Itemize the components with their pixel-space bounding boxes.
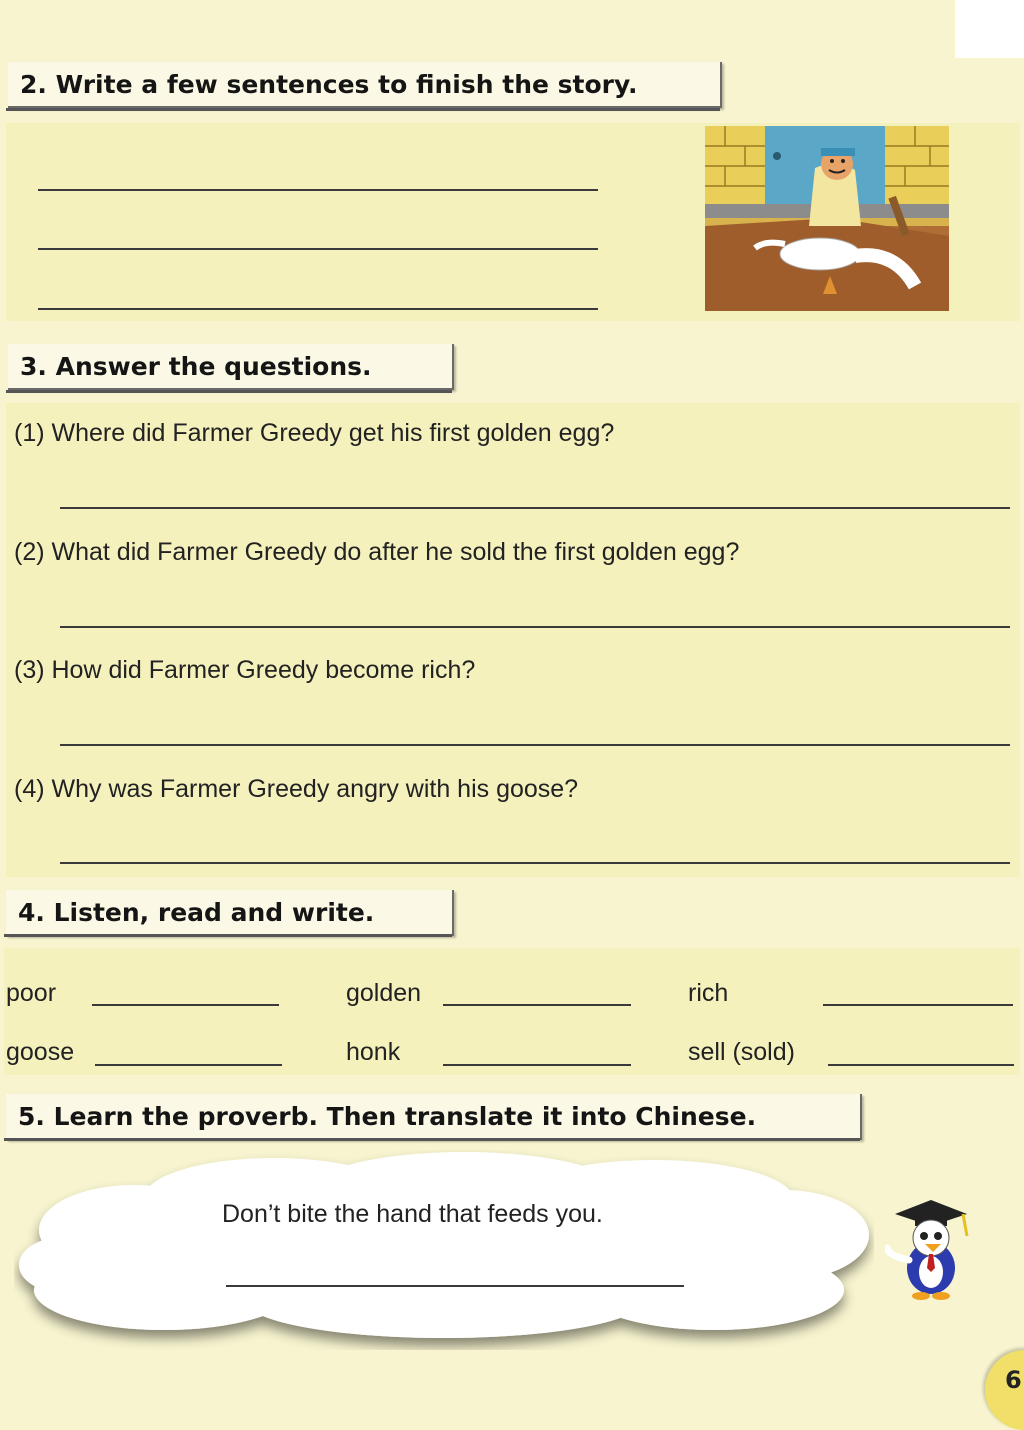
proverb-text: Don’t bite the hand that feeds you. — [222, 1200, 603, 1228]
page-number-tab — [985, 1350, 1024, 1430]
section-5-rule — [4, 1138, 860, 1141]
answer-line-2[interactable] — [60, 626, 1010, 628]
answer-line-4[interactable] — [60, 862, 1010, 864]
farmer-goose-illustration — [705, 126, 949, 311]
section-3-header — [8, 344, 454, 390]
section-3-band — [6, 403, 1020, 877]
word-golden: golden — [346, 979, 422, 1007]
word-rich: rich — [688, 979, 729, 1007]
page-corner — [955, 0, 1024, 58]
word-goose-line[interactable] — [95, 1064, 282, 1066]
word-poor-line[interactable] — [92, 1004, 279, 1006]
section-3-title: 3. Answer the questions. — [20, 351, 372, 381]
word-honk-line[interactable] — [443, 1064, 631, 1066]
section-4-band — [4, 948, 1020, 1075]
story-answer-line-2[interactable] — [38, 248, 598, 250]
owl-mascot-illustration — [885, 1196, 977, 1304]
word-goose: goose — [6, 1038, 75, 1066]
section-5-title: 5. Learn the proverb. Then translate it into Chinese. — [18, 1101, 757, 1131]
question-4: (4) Why was Farmer Greedy angry with his goose? — [14, 775, 579, 803]
section-2-title: 2. Write a few sentences to finish the story. — [20, 69, 638, 99]
story-answer-line-1[interactable] — [38, 189, 598, 191]
section-4-rule — [4, 934, 452, 937]
section-3-rule — [6, 390, 452, 393]
section-2-header — [8, 62, 722, 108]
question-2: (2) What did Farmer Greedy do after he sold the first golden egg? — [14, 538, 740, 566]
word-sell: sell (sold) — [688, 1038, 795, 1066]
word-honk: honk — [346, 1038, 401, 1066]
answer-line-3[interactable] — [60, 744, 1010, 746]
word-sell-line[interactable] — [828, 1064, 1014, 1066]
section-4-header — [6, 890, 454, 936]
section-2-rule — [6, 108, 720, 111]
proverb-cloud — [14, 1150, 874, 1350]
translation-line[interactable] — [226, 1285, 684, 1287]
word-rich-line[interactable] — [823, 1004, 1013, 1006]
section-4-title: 4. Listen, read and write. — [18, 897, 375, 927]
question-3: (3) How did Farmer Greedy become rich? — [14, 656, 476, 684]
page-number: 6 — [1005, 1366, 1022, 1394]
story-answer-line-3[interactable] — [38, 308, 598, 310]
question-1: (1) Where did Farmer Greedy get his first golden egg? — [14, 419, 615, 447]
word-golden-line[interactable] — [443, 1004, 631, 1006]
section-5-header — [6, 1094, 862, 1140]
answer-line-1[interactable] — [60, 507, 1010, 509]
word-poor: poor — [6, 979, 57, 1007]
